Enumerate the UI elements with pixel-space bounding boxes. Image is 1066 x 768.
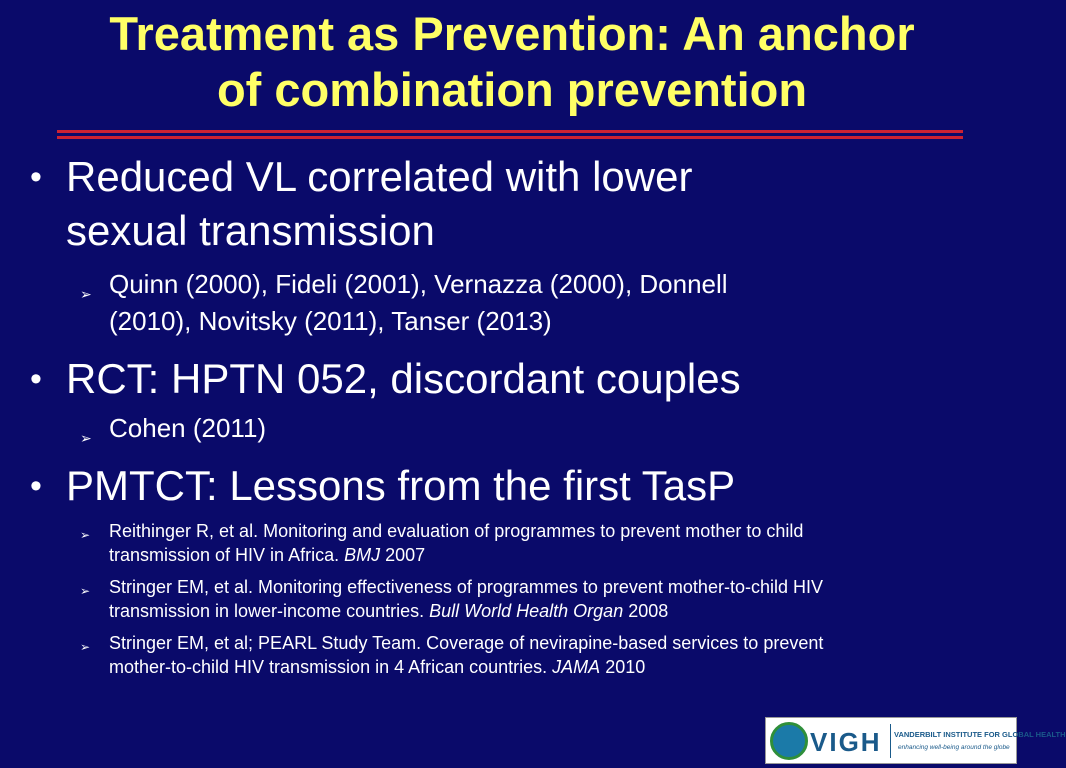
- arrow-bullet-icon: ➢: [80, 286, 92, 302]
- slide-title: [0, 6, 1024, 118]
- reference-line: [109, 599, 990, 623]
- bullet-item: [30, 459, 990, 513]
- slide-title-line-2: of combination prevention: [216, 63, 808, 116]
- reference-line: Stringer EM, et al. Monitoring effectiveness of programmes to prevent mother-to-child HIV: [109, 577, 823, 597]
- arrow-bullet-icon: ➢: [80, 584, 91, 598]
- reference-text: transmission in lower-income countries.: [109, 601, 430, 621]
- globe-icon: [770, 722, 808, 760]
- journal-name: Bull World Health Organ: [429, 601, 624, 621]
- bullet-list: [30, 150, 990, 679]
- journal-name: JAMA: [552, 657, 601, 677]
- bullet-text-line: PMTCT: Lessons from the first TasP: [66, 462, 736, 509]
- bullet-item: [30, 150, 990, 258]
- logo-tagline: enhancing well-being around the globe: [898, 744, 1010, 751]
- title-rule-top: [57, 130, 963, 133]
- bullet-dot-icon: •: [30, 360, 42, 398]
- sub-bullet-item: [30, 410, 990, 447]
- reference-line: [109, 655, 990, 679]
- sub-bullet-text-line: (2010), Novitsky (2011), Tanser (2013): [109, 306, 552, 336]
- arrow-bullet-icon: ➢: [80, 430, 92, 446]
- reference-year: 2010: [600, 657, 646, 677]
- bullet-text-line: Reduced VL correlated with lower: [66, 153, 693, 200]
- reference-year: 2008: [623, 601, 669, 621]
- logo-wordmark: VIGH: [810, 727, 882, 757]
- arrow-bullet-icon: ➢: [80, 640, 91, 654]
- reference-text: transmission of HIV in Africa.: [109, 545, 345, 565]
- vigh-logo: [765, 717, 1066, 764]
- bullet-dot-icon: •: [30, 158, 42, 196]
- reference-line: Reithinger R, et al. Monitoring and evaluation of programmes to prevent mother to child: [109, 521, 804, 541]
- sub-bullet-item: [30, 266, 990, 340]
- bullet-dot-icon: •: [30, 467, 42, 505]
- bullet-item: [30, 352, 990, 406]
- journal-name: BMJ: [344, 545, 381, 565]
- bullet-text-line: sexual transmission: [66, 207, 435, 254]
- arrow-bullet-icon: ➢: [80, 528, 91, 542]
- sub-bullet-text-line: Quinn (2000), Fideli (2001), Vernazza (2000), Donnell: [109, 269, 728, 299]
- logo-institute-name: VANDERBILT INSTITUTE FOR GLOBAL HEALTH: [894, 730, 1066, 739]
- title-rule-bottom: [57, 136, 963, 139]
- reference-text: mother-to-child HIV transmission in 4 African countries.: [109, 657, 553, 677]
- bullet-text-line: RCT: HPTN 052, discordant couples: [66, 355, 741, 402]
- reference-item: [30, 575, 990, 623]
- reference-line: Stringer EM, et al; PEARL Study Team. Coverage of nevirapine-based services to prevent: [109, 633, 824, 653]
- reference-item: [30, 519, 990, 567]
- reference-year: 2007: [380, 545, 426, 565]
- reference-line: [109, 543, 990, 567]
- sub-bullet-text-line: Cohen (2011): [109, 413, 267, 443]
- logo-divider: [890, 724, 891, 758]
- slide-title-line-1: Treatment as Prevention: An anchor: [109, 7, 915, 60]
- reference-item: [30, 631, 990, 679]
